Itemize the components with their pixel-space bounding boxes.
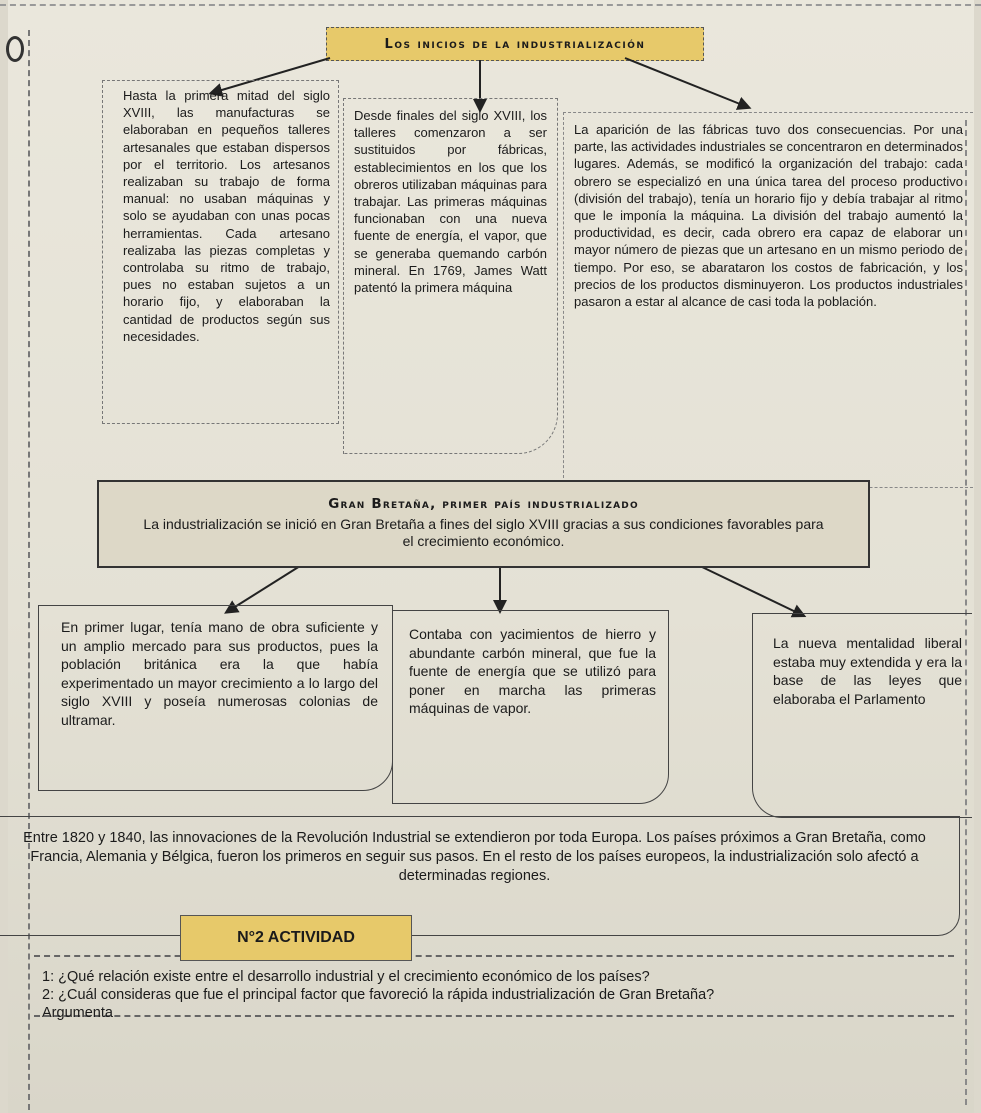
gran-bretana-text: La industrialización se inició en Gran Bretaña a fines del siglo XVIII gracias a sus condiciones favorables para el crecimiento económico. [143, 516, 824, 549]
text-maquinas: Desde finales del siglo XVIII, los talleres comenzaron a ser sustituidos por fábricas, establecimientos en los que los obreros utilizaban máquinas para trabajar. Las primeras máquinas funcionaban con una nueva fuente de energía, el vapor, que se generaba quemando carbón mineral. En 1769, James Watt patentó la primera máquina [354, 108, 547, 296]
text-yacimientos: Contaba con yacimientos de hierro y abundante carbón mineral, que fue la fuente de energía que se utilizó para poner en marcha las primeras máquinas de vapor. [409, 626, 656, 716]
text-mano-de-obra: En primer lugar, tenía mano de obra suficiente y un amplio mercado para sus productos, pues la población británica era la que había experimentado un mayor crecimiento a lo largo del siglo XVIII y poseía numerosas colonias de ultramar. [61, 619, 378, 728]
text-europa: Entre 1820 y 1840, las innovaciones de la Revolución Industrial se extendieron por toda Europa. Los países próximos a Gran Bretaña, como Francia, Alemania y Bélgica, fueron los primeros en seguir sus pasos. En el resto de los países europeos, la industrialización solo afectó a determinadas regiones. [23, 830, 926, 884]
question-2: 2: ¿Cuál consideras que fue el principal factor que favoreció la rápida industrialización de Gran Bretaña? [42, 987, 715, 1003]
box-europa [0, 816, 960, 936]
text-fabricas: La aparición de las fábricas tuvo dos consecuencias. Por una parte, las actividades industriales se concentraron en determinados lugares. Además, se modificó la organización del trabajo: cada obrero se especializó en una única tarea del proceso productivo (división del trabajo), tenía un horario fijo y debía trabajar al ritmo que le imponía la máquina. La división del trabajo aumentó la productividad, es decir, cada obrero era capaz de elaborar un mayor número de piezas que un artesano en un mismo periodo de tiempo. Por eso, se abarataron los costos de fabricación, y los precios de los productos disminuyeron. Los productos industriales pasaron a estar al alcance de casi toda la población. [574, 122, 963, 310]
box-yacimientos [392, 610, 669, 804]
box-fabricas [563, 112, 973, 488]
gran-bretana-title: Gran Bretaña, primer país industrializado [328, 496, 639, 512]
question-1: 1: ¿Qué relación existe entre el desarrollo industrial y el crecimiento económico de los países? [42, 969, 650, 985]
box-mano-de-obra [38, 605, 393, 791]
arrow-gb-right [700, 566, 800, 614]
box-manufacturas [102, 80, 339, 424]
box-gran-bretana [97, 480, 870, 568]
arrow-gb-left [230, 566, 300, 610]
questions-box [34, 955, 954, 1021]
text-mentalidad: La nueva mentalidad liberal estaba muy extendida y era la base de las leyes que elaboraba el Parlamento [773, 635, 962, 707]
box-maquinas [343, 98, 558, 454]
text-manufacturas: Hasta la primera mitad del siglo XVIII, las manufacturas se elaboraban en pequeños talleres artesanales que estaban dispersos por el territorio. Los artesanos realizaban su trabajo de forma manual: no usaban máquinas y solo se ayudaban con unas pocas herramientas. Cada artesano realizaba las piezas completas y controlaba su ritmo de trabajo, pues no estaban sujetos a un horario fijo, y elaboraban la cantidad de productos según sus necesidades. [123, 88, 330, 344]
activity-label: N°2 ACTIVIDAD [180, 915, 412, 961]
arrow-right [625, 58, 745, 106]
page-title: Los inicios de la industrialización [326, 27, 704, 61]
question-argumenta: Argumenta [42, 1005, 113, 1021]
box-mentalidad [752, 613, 972, 818]
